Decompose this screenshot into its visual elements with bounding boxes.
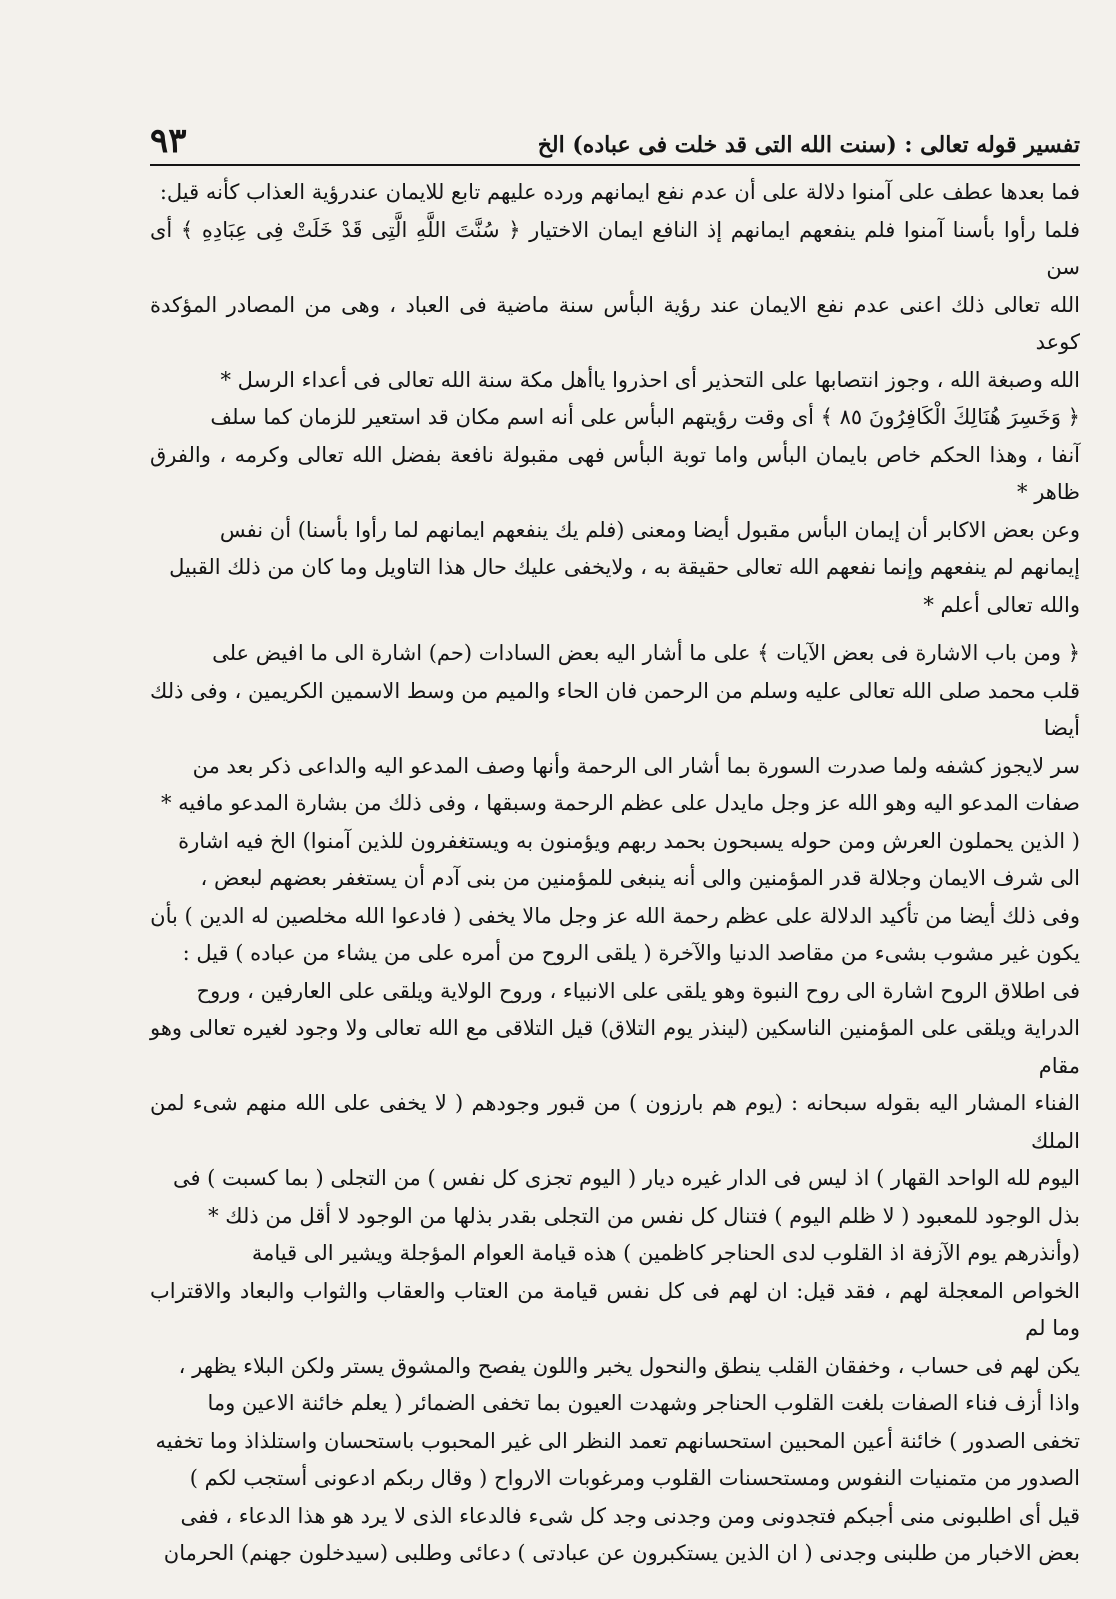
text-line: قلب محمد صلى الله تعالى عليه وسلم من الرحمن فان الحاء والميم من وسط الاسمين الكريمين ، وفى ذلك أيضا [150,678,1080,740]
text-line: فلما رأوا بأسنا آمنوا فلم ينفعهم ايمانهم إذ النافع ايمان الاختيار ﴿ سُنَّتَ اللَّهِ الَّتِى قَدْ خَلَتْ فِى عِبَادِهِ ﴾ أى سن [150,217,1080,279]
text-line: ﴿ وَخَسِرَ هُنَالِكَ الْكَافِرُونَ ٨٥ ﴾ أى وقت رؤيتهم البأس على أنه اسم مكان قد استعير للزمان كما سلف [210,405,1080,429]
text-line: صفات المدعو اليه وهو الله عز وجل مايدل على عظم الرحمة وسبقها ، وفى ذلك من بشارة المدعو مافيه * [161,791,1080,815]
text-line: فى اطلاق الروح اشارة الى روح النبوة وهو يلقى على الانبياء ، وروح الولاية ويلقى على العارفين ، وروح [196,978,1080,1003]
text-line: واذا أزف فناء الصفات بلغت القلوب الحناجر وشهدت العيون بما تخفى الضمائر ( يعلم خائنة الاعين وما [207,1391,1080,1415]
body-text [150,174,1080,1573]
text-line: إيمانهم لم ينفعهم وإنما نفعهم الله تعالى حقيقة به ، ولايخفى عليك حال هذا التاويل وما كان من ذلك القبيل [169,555,1080,579]
text-line: تخفى الصدور ) خائنة أعين المحبين استحسانهم تعمد النظر الى غير المحبوب باستحسان واستلذاذ وما تخفيه [155,1428,1080,1453]
text-line: اليوم لله الواحد القهار ) اذ ليس فى الدار غيره ديار ( اليوم تجزى كل نفس ) من التجلى ( بما كسبت ) فى [172,1166,1080,1190]
text-line: بعض الاخبار من طلبنى وجدنى ( ان الذين يستكبرون عن عبادتى ) دعائى وطلبى (سيدخلون جهنم) الحرمان [163,1541,1080,1565]
page-number: ٩٣ [150,121,187,161]
text-line: الى شرف الايمان وجلالة قدر المؤمنين والى أنه ينبغى للمؤمنين من بنى آدم أن يستغفر بعضهم لبعض ، [200,866,1080,890]
text-line: فما بعدها عطف على آمنوا دلالة على أن عدم نفع ايمانهم ورده عليهم تابع للايمان عندرؤية العذاب كأنه قيل: [159,180,1080,204]
text-line: يكون غير مشوب بشىء من مقاصد الدنيا والآخرة ( يلقى الروح من أمره على من يشاء من عباده ) قيل : [182,941,1080,965]
text-line: الفناء المشار اليه بقوله سبحانه : (يوم هم بارزون ) من قبور وجودهم ( لا يخفى على الله منهم شىء لمن الملك [150,1091,1080,1153]
text-line: يكن لهم فى حساب ، وخفقان القلب ينطق والنحول يخبر واللون يفصح والمشوق يستر ولكن البلاء يظهر ، [178,1353,1080,1378]
text-line: الصدور من متمنيات النفوس ومستحسنات القلوب ومرغوبات الارواح ( وقال ربكم ادعونى أستجب لكم ) [189,1466,1080,1490]
text-line: ( الذين يحملون العرش ومن حوله يسبحون بحمد ربهم ويؤمنون به ويستغفرون للذين آمنوا) الخ فيه اشارة [178,828,1080,853]
running-head: تفسير قوله تعالى : (سنت الله التى قد خلت فى عباده) الخ [537,132,1080,158]
text-line: آنفا ، وهذا الحكم خاص بايمان البأس واما توبة البأس فهى مقبولة نافعة بفضل الله تعالى وكرمه ، والفرق ظاهر * [150,442,1080,504]
text-line: سر لايجوز كشفه ولما صدرت السورة بما أشار الى الرحمة وأنها وصف المدعو اليه والداعى ذكر بعد من [192,753,1080,778]
text-line: بذل الوجود للمعبود ( لا ظلم اليوم ) فتنال كل نفس من التجلى بقدر بذلها من الوجود لا أقل من ذلك * [208,1203,1080,1228]
text-line: الخواص المعجلة لهم ، فقد قيل: ان لهم فى كل نفس قيامة من العتاب والعقاب والثواب والبعاد والاقتراب وما لم [150,1278,1080,1340]
text-line: ﴿ ومن باب الاشارة فى بعض الآيات ﴾ على ما أشار اليه بعض السادات (حم) اشارة الى ما افيض على [212,641,1080,665]
text-line: وعن بعض الاكابر أن إيمان البأس مقبول أيضا ومعنى (فلم يك ينفعهم ايمانهم لما رأوا بأسنا) أن نفس [219,517,1080,542]
page-header [150,121,1080,166]
text-line: الدراية ويلقى على المؤمنين الناسكين (لينذر يوم التلاق) قيل التلاقى مع الله تعالى ولا وجود لغيره تعالى وهو مقام [150,1016,1080,1078]
text-line: الله تعالى ذلك اعنى عدم نفع الايمان عند رؤية البأس سنة ماضية فى العباد ، وهى من المصادر المؤكدة كوعد [150,292,1080,354]
text-line: (وأنذرهم يوم الآزفة اذ القلوب لدى الحناجر كاظمين ) هذه قيامة العوام المؤجلة ويشير الى قيامة [251,1241,1080,1265]
text-line: قيل أى اطلبونى منى أجبكم فتجدونى ومن وجدنى وجد كل شىء فالدعاء الذى لا يرد هو هذا الدعاء ، ففى [180,1503,1080,1528]
text-line: والله تعالى أعلم * [923,592,1080,617]
text-line: الله وصبغة الله ، وجوز انتصابها على التحذير أى احذروا ياأهل مكة سنة الله تعالى فى أعداء الرسل * [220,367,1080,392]
text-line: وفى ذلك أيضا من تأكيد الدلالة على عظم رحمة الله عز وجل مالا يخفى ( فادعوا الله مخلصين له الدين ) بأن [150,903,1080,928]
